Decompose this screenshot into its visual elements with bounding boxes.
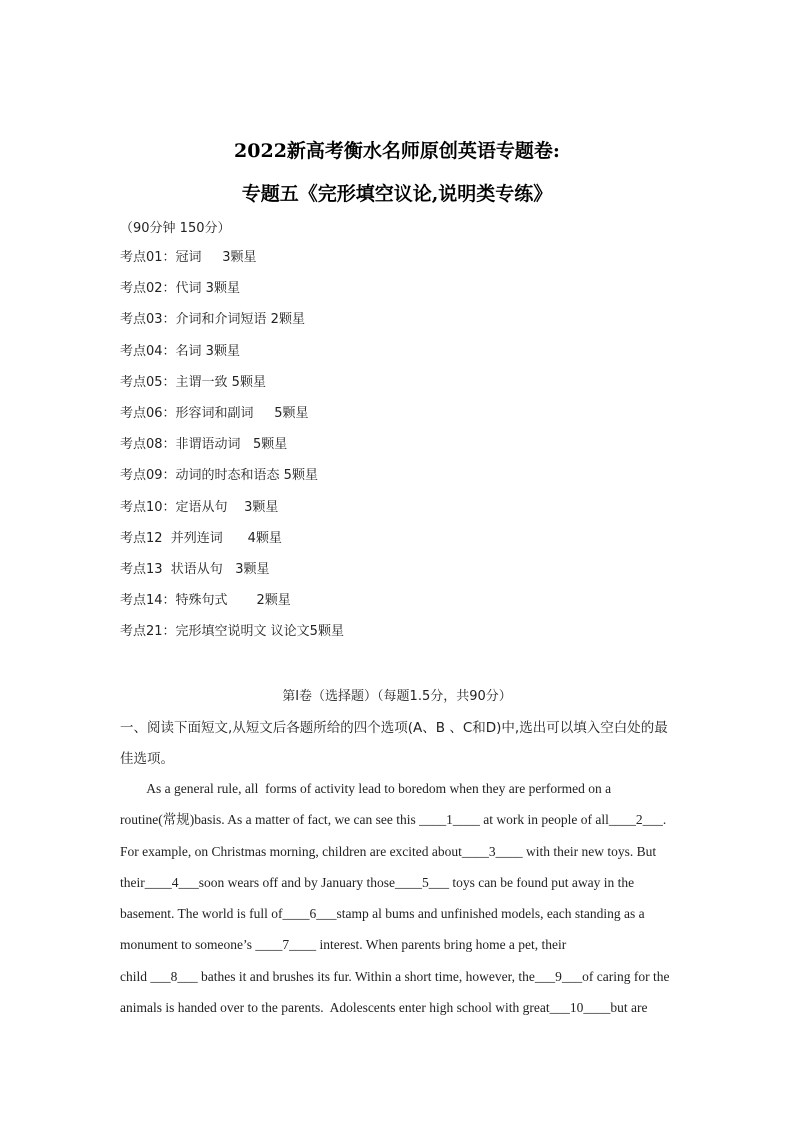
passage-line: their____4___soon wears off and by January those____5___ toys can be found put away in the (120, 874, 635, 890)
kaodian-item: 考点21：完形填空说明文 议论文5颗星 (120, 624, 344, 640)
passage-line: basement. The world is full of____6___stamp al bums and unfinished models, each standing as a (120, 906, 645, 922)
kaodian-item: 考点01：冠词 3颗星 (120, 250, 257, 265)
kaodian-item: 考点06：形容词和副词 5颗星 (120, 405, 309, 421)
kaodian-item: 考点14：特殊句式 2颗星 (120, 593, 291, 609)
kaodian-item: 考点04：名词 3颗星 (120, 343, 240, 359)
kaodian-item: 考点12 并列连词 4颗星 (120, 530, 282, 546)
kaodian-item: 考点13 状语从句 3颗星 (120, 561, 270, 577)
instruction-text: 一、阅读下面短文,从短文后各题所给的四个选项(A、B 、C和D)中,选出可以填入空白处的最佳选项。 (120, 720, 668, 767)
page-subtitle: 专题五《完形填空议论,说明类专练》 (241, 183, 553, 205)
kaodian-item: 考点02：代词 3颗星 (120, 281, 240, 297)
kaodian-item: 考点09：动词的时态和语态 5颗星 (120, 468, 318, 484)
passage-line: child ___8___ bathes it and brushes its fur. Within a short time, however, the___9___of caring for the (120, 968, 670, 984)
passage-line: animals is handed over to the parents. Adolescents enter high school with great___10____but are (120, 1000, 648, 1016)
passage-line: For example, on Christmas morning, children are excited about____3____ with their new toys. But (120, 843, 657, 859)
passage-line: routine(常规)basis. As a matter of fact, we can see this ____1____ at work in people of all____2___. (120, 812, 667, 828)
time-score-info: （90分钟 150分） (120, 221, 231, 236)
section-heading: 第Ⅰ卷（选择题）（每题1.5分，共90分） (282, 689, 512, 704)
kaodian-item: 考点10：定语从句 3颗星 (120, 499, 279, 515)
kaodian-item: 考点08：非谓语动词 5颗星 (120, 437, 288, 453)
passage-line: As a general rule, all forms of activity lead to boredom when they are performed on a (120, 781, 612, 796)
kaodian-list (120, 248, 344, 653)
kaodian-item: 考点03：介词和介词短语 2颗星 (120, 312, 305, 328)
kaodian-item: 考点05：主谓一致 5颗星 (120, 374, 266, 390)
cloze-passage (120, 777, 680, 1027)
page-title: 2022新高考衡水名师原创英语专题卷: (234, 140, 560, 162)
passage-line: monument to someone’s ____7____ interest. When parents bring home a pet, their (120, 937, 567, 953)
